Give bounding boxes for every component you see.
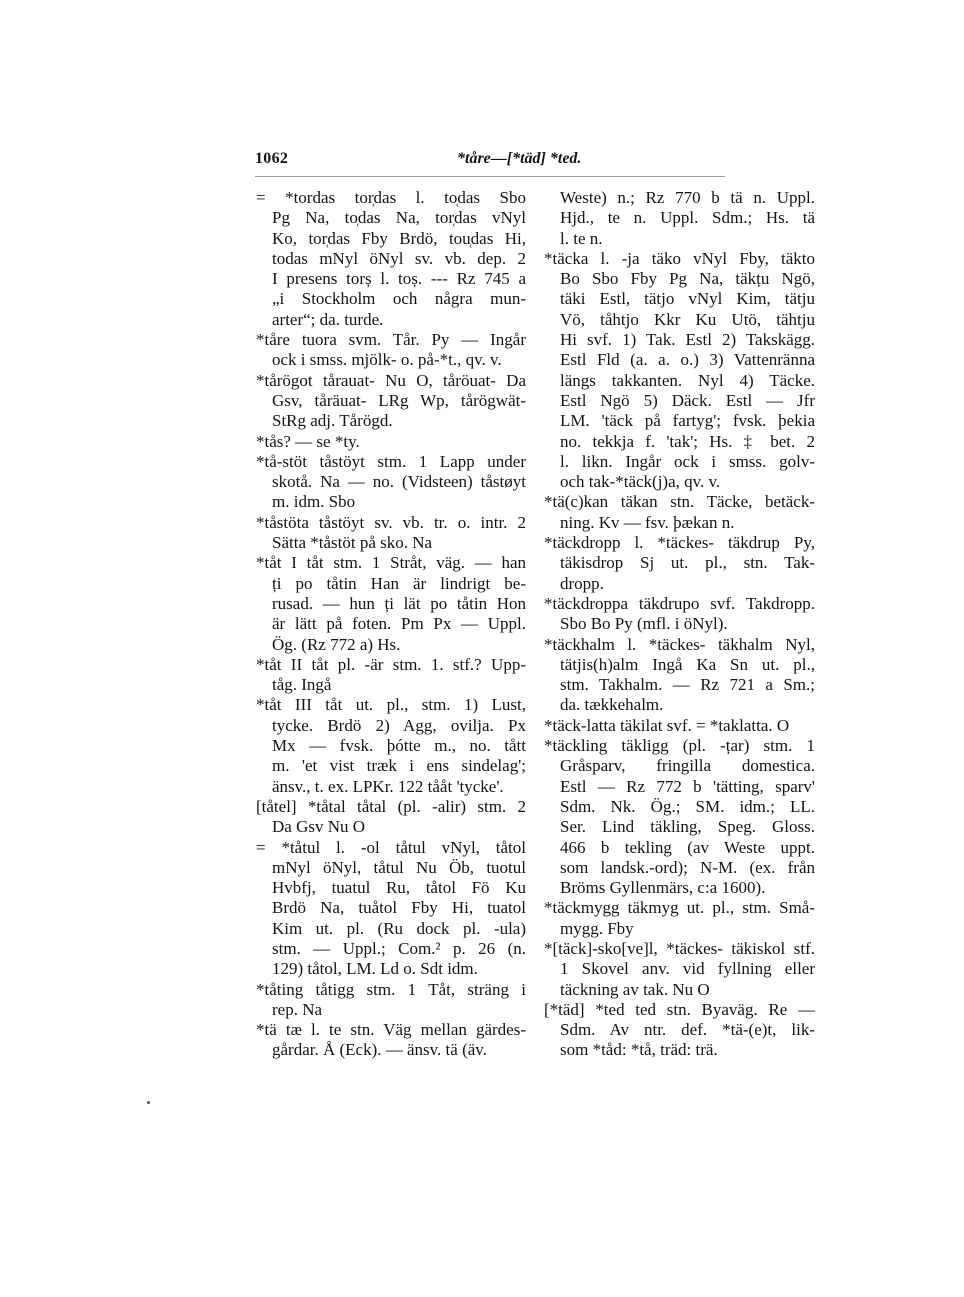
text-line: *tås? — se *ty.	[256, 431, 360, 451]
text-line: I presens torș l. toș. --- Rz 745 a	[272, 269, 526, 289]
text-line: längs takkanten. Nyl 4) Täcke.	[560, 370, 815, 390]
text-line: tätjis(h)alm Ingå Ka Sn ut. pl.,	[560, 654, 815, 674]
text-line: stm. Takhalm. — Rz 721 a Sm.;	[560, 675, 815, 695]
text-line: Gsv, tåräuat- LRg Wp, tårögwät-	[272, 390, 526, 410]
text-line: no. tekkja f. 'tak'; Hs. ‡ bet. 2	[560, 431, 815, 451]
text-line: Bo Sbo Fby Pg Na, täkțu Ngö,	[560, 269, 815, 289]
text-line: mNyl öNyl, tåtul Nu Öb, tuotul	[272, 857, 526, 877]
text-line: skotå. Na — no. (Vidsteen) tåstøyt	[272, 472, 526, 492]
text-line: gårdar. Å (Eck). — änsv. tä (äv.	[272, 1040, 487, 1060]
text-line: tycke. Brdö 2) Agg, ovilja. Px	[272, 715, 526, 735]
text-line: änsv., t. ex. LPKr. 122 tååt 'tycke'.	[272, 776, 504, 796]
text-line: Sbo Bo Py (mfl. i öNyl).	[560, 614, 728, 634]
text-line: 1 Skovel anv. vid fyllning eller	[560, 959, 815, 979]
text-line: mygg. Fby	[560, 918, 634, 938]
text-line: som landsk.-ord); N-M. (ex. från	[560, 857, 815, 877]
text-line: Hjd., te n. Uppl. Sdm.; Hs. tä	[560, 208, 815, 228]
text-line: *täcka l. -ja täko vNyl Fby, täkto	[544, 248, 815, 268]
text-line: 466 b tekling (av Weste uppt.	[560, 837, 815, 857]
text-line: täckning av tak. Nu O	[560, 979, 710, 999]
text-line: Hvbfj, tuatul Ru, tåtol Fö Ku	[272, 878, 526, 898]
text-line: *täckdroppa täkdrupo svf. Takdropp.	[544, 593, 815, 613]
text-line: Estl Ngö 5) Däck. Estl — Jfr	[560, 390, 815, 410]
text-line: Mx — fvsk. þótte m., no. tått	[272, 736, 526, 756]
text-line: Ser. Lind täkling, Speg. Gloss.	[560, 817, 815, 837]
text-line: Estl — Rz 772 b 'tätting, sparv'	[560, 776, 815, 796]
text-line: ning. Kv — fsv. þækan n.	[560, 512, 735, 532]
text-line: *tåt III tåt ut. pl., stm. 1) Lust,	[256, 695, 526, 715]
text-line: Vö, tåhtjo Kkr Ku Utö, tähtju	[560, 309, 815, 329]
text-line: [*täd] *ted ted stn. Byaväg. Re —	[544, 999, 815, 1019]
text-line: todas mNyl öNyl sv. vb. dep. 2	[272, 248, 526, 268]
text-line: Da Gsv Nu O	[272, 817, 366, 837]
text-line: Sdm. Av ntr. def. *tä-(e)t, lik-	[560, 1020, 815, 1040]
text-line: *täckling täkligg (pl. -țar) stm. 1	[544, 736, 815, 756]
text-line: arter“; da. turde.	[272, 309, 384, 329]
text-line: ock i smss. mjölk- o. på-*t., qv. v.	[272, 350, 502, 370]
text-line: *tårögot tårauat- Nu O, tåröuat- Da	[256, 370, 526, 390]
text-line: Hi svf. 1) Tak. Estl 2) Takskägg.	[560, 330, 815, 350]
text-line: *tåt I tåt stm. 1 Stråt, väg. — han	[256, 553, 526, 573]
text-line: Estl Fld (a. a. o.) 3) Vattenränna	[560, 350, 815, 370]
text-line: *täckmygg täkmyg ut. pl., stm. Små-	[544, 898, 815, 918]
text-line: som *tåd: *tå, träd: trä.	[560, 1040, 718, 1060]
right-column	[544, 188, 815, 1061]
text-line: är lätt på foten. Pm Px — Uppl.	[272, 614, 526, 634]
text-line: *tå-stöt tåstöyt stm. 1 Lapp under	[256, 451, 526, 471]
running-head: *tåre—[*täd] *ted.	[457, 150, 582, 167]
text-line: tåg. Ingå	[272, 675, 332, 695]
text-line: Bröms Gyllenmärs, c:a 1600).	[560, 878, 766, 898]
text-line: m. 'et vist træk i ens sindelag';	[272, 756, 526, 776]
text-line: *tåt II tåt pl. -är stm. 1. stf.? Upp-	[256, 654, 526, 674]
text-line: *[täck]-sko[ve]l, *täckes- täkiskol stf.	[544, 938, 815, 958]
text-line: dropp.	[560, 573, 604, 593]
text-line: Sdm. Nk. Ög.; SM. idm.; LL.	[560, 796, 815, 816]
text-line: da. tækkehalm.	[560, 695, 664, 715]
text-line: = *tåtul l. -ol tåtul vNyl, tåtol	[256, 837, 526, 857]
text-line: StRg adj. Tårögd.	[272, 411, 393, 431]
text-line: täkisdrop Sj ut. pl., stn. Tak-	[560, 553, 815, 573]
margin-dot	[147, 1101, 150, 1104]
text-line: = *tordas tor̜das l. to̜das Sbo	[256, 188, 526, 207]
text-line: *täckdropp l. *täckes- täkdrup Py,	[544, 533, 815, 553]
text-line: Gråsparv, fringilla domestica.	[560, 756, 815, 776]
text-line: l. likn. Ingår ock i smss. golv-	[560, 451, 815, 471]
text-line: „i Stockholm och några mun-	[272, 289, 526, 309]
text-line: Ög. (Rz 772 a) Hs.	[272, 634, 401, 654]
text-line: och tak-*täck(j)a, qv. v.	[560, 472, 721, 492]
text-line: LM. 'täck på fartyg'; fvsk. þekia	[560, 411, 815, 431]
text-line: Pg Na, to̜das Na, tor̜das vNyl	[272, 208, 526, 228]
text-line: Kim ut. pl. (Ru dock pl. -ula)	[272, 918, 526, 938]
text-line: *täckhalm l. *täckes- täkhalm Nyl,	[544, 634, 815, 654]
text-line: Sätta *tåstöt på sko. Na	[272, 533, 433, 553]
text-line: *tä(c)kan täkan stn. Täcke, betäck-	[544, 492, 815, 512]
text-line: [tåtel] *tåtal tåtal (pl. -alir) stm. 2	[256, 796, 526, 816]
text-line: stm. — Uppl.; Com.² p. 26 (n.	[272, 938, 526, 958]
text-line: Brdö Na, tuåtol Fby Hi, tuatol	[272, 898, 526, 918]
text-line: Weste) n.; Rz 770 b tä n. Uppl.	[560, 188, 815, 207]
text-line: täki Estl, tätjo vNyl Kim, tätju	[560, 289, 815, 309]
text-line: 129) tåtol, LM. Ld o. Sdt idm.	[272, 959, 478, 979]
text-line: *tä tæ l. te stn. Väg mellan gärdes-	[256, 1020, 526, 1040]
text-line: rusad. — hun ți lät po tåtin Hon	[272, 593, 526, 613]
text-line: ți po tåtin Han är lindrigt be-	[272, 573, 526, 593]
text-line: *tåstöta tåstöyt sv. vb. tr. o. intr. 2	[256, 512, 526, 532]
text-line: *täck-latta täkilat svf. = *taklatta. O	[544, 715, 790, 735]
left-column	[256, 188, 526, 1061]
text-line: *tåting tåtigg stm. 1 Tåt, sträng i	[256, 979, 526, 999]
text-line: l. te n.	[560, 228, 603, 248]
text-line: rep. Na	[272, 999, 323, 1019]
text-line: m. idm. Sbo	[272, 492, 356, 512]
text-line: *tåre tuora svm. Tår. Py — Ingår	[256, 330, 526, 350]
header-rule	[255, 176, 725, 177]
text-line: Ko, tor̜das Fby Brdö, tou̜das Hi,	[272, 228, 526, 248]
page-number: 1062	[255, 150, 289, 167]
